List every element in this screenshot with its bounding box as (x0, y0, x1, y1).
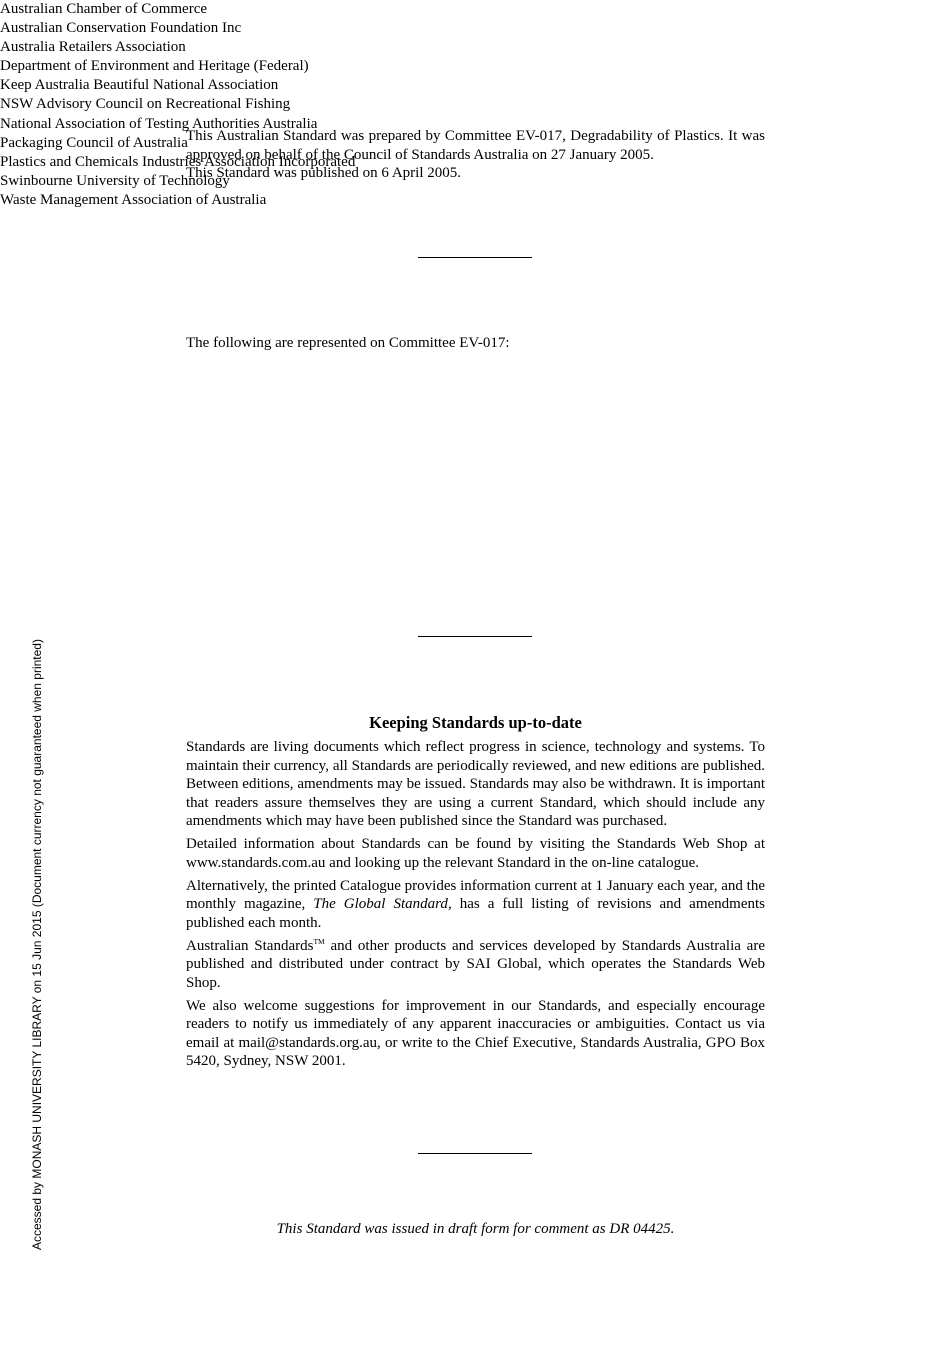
list-item: Australian Conservation Foundation Inc (0, 20, 242, 37)
trademark-symbol: TM (313, 936, 325, 946)
magazine-title: The Global Standard (313, 896, 448, 912)
draft-note: This Standard was issued in draft form for comment as DR 04425. (276, 1221, 675, 1237)
access-watermark: Accessed by MONASH UNIVERSITY LIBRARY on 15 Jun 2015 (Document currency not guaranteed when printed) (30, 639, 44, 1250)
paragraph-living-documents: Standards are living documents which reflect progress in science, technology and systems. To maintain their currency, all Standards are periodically reviewed, and new editions are published. Between editions, amendments may be issued. Standards may also be withdrawn. It is important that readers assure themselves they are using a current Standard, which should include any amendments which may have been published since the Standard was purchased. (186, 739, 765, 829)
publication-statement: This Standard was published on 6 April 2005. (186, 165, 461, 181)
list-item: Australian Chamber of Commerce (0, 1, 208, 17)
paragraph-web-shop: Detailed information about Standards can be found by visiting the Standards Web Shop at www.standards.com.au and looking up the relevant Standard in the on-line catalogue. (186, 836, 765, 871)
paragraph-distribution: Australian Standards™ and other products and services developed by Standards Australia are published and distributed under contract by SAI Global, which operates the Standards Web Shop. (186, 936, 765, 991)
intro-block (186, 127, 765, 183)
committee-heading: The following are represented on Committee EV-017: (186, 335, 510, 351)
divider-rule (418, 1153, 532, 1154)
section-title: Keeping Standards up-to-date (369, 713, 582, 732)
paragraph-catalogue: Alternatively, the printed Catalogue provides information current at 1 January each year, and the monthly magazine, The Global Standard, has a full listing of revisions and amendments published each month. (186, 877, 765, 931)
paragraph-feedback: We also welcome suggestions for improvement in our Standards, and especially encourage readers to notify us immediately of any apparent inaccuracies or ambiguities. Contact us via email at mail@standards.org.au, or write to the Chief Executive, Standards Australia, GPO Box 5420, Sydney, NSW 2001. (186, 997, 765, 1069)
list-item: Keep Australia Beautiful National Association (0, 77, 279, 94)
list-item: Australia Retailers Association (0, 39, 186, 56)
list-item: Swinbourne University of Technology (0, 172, 230, 189)
list-item: Plastics and Chemicals Industries Association Incorporated (0, 153, 356, 170)
list-item: Packaging Council of Australia (0, 134, 188, 151)
divider-rule (418, 636, 532, 637)
approval-statement: This Australian Standard was prepared by Committee EV-017, Degradability of Plastics. It was approved on behalf of the Council of Standards Australia on 27 January 2005. (186, 128, 765, 163)
divider-rule (418, 257, 532, 258)
list-item: NSW Advisory Council on Recreational Fishing (0, 96, 291, 113)
list-item: National Association of Testing Authorities Australia (0, 115, 318, 132)
list-item: Waste Management Association of Australia (0, 191, 267, 208)
list-item: Department of Environment and Heritage (Federal) (0, 58, 309, 75)
keeping-standards-body (186, 738, 765, 1075)
